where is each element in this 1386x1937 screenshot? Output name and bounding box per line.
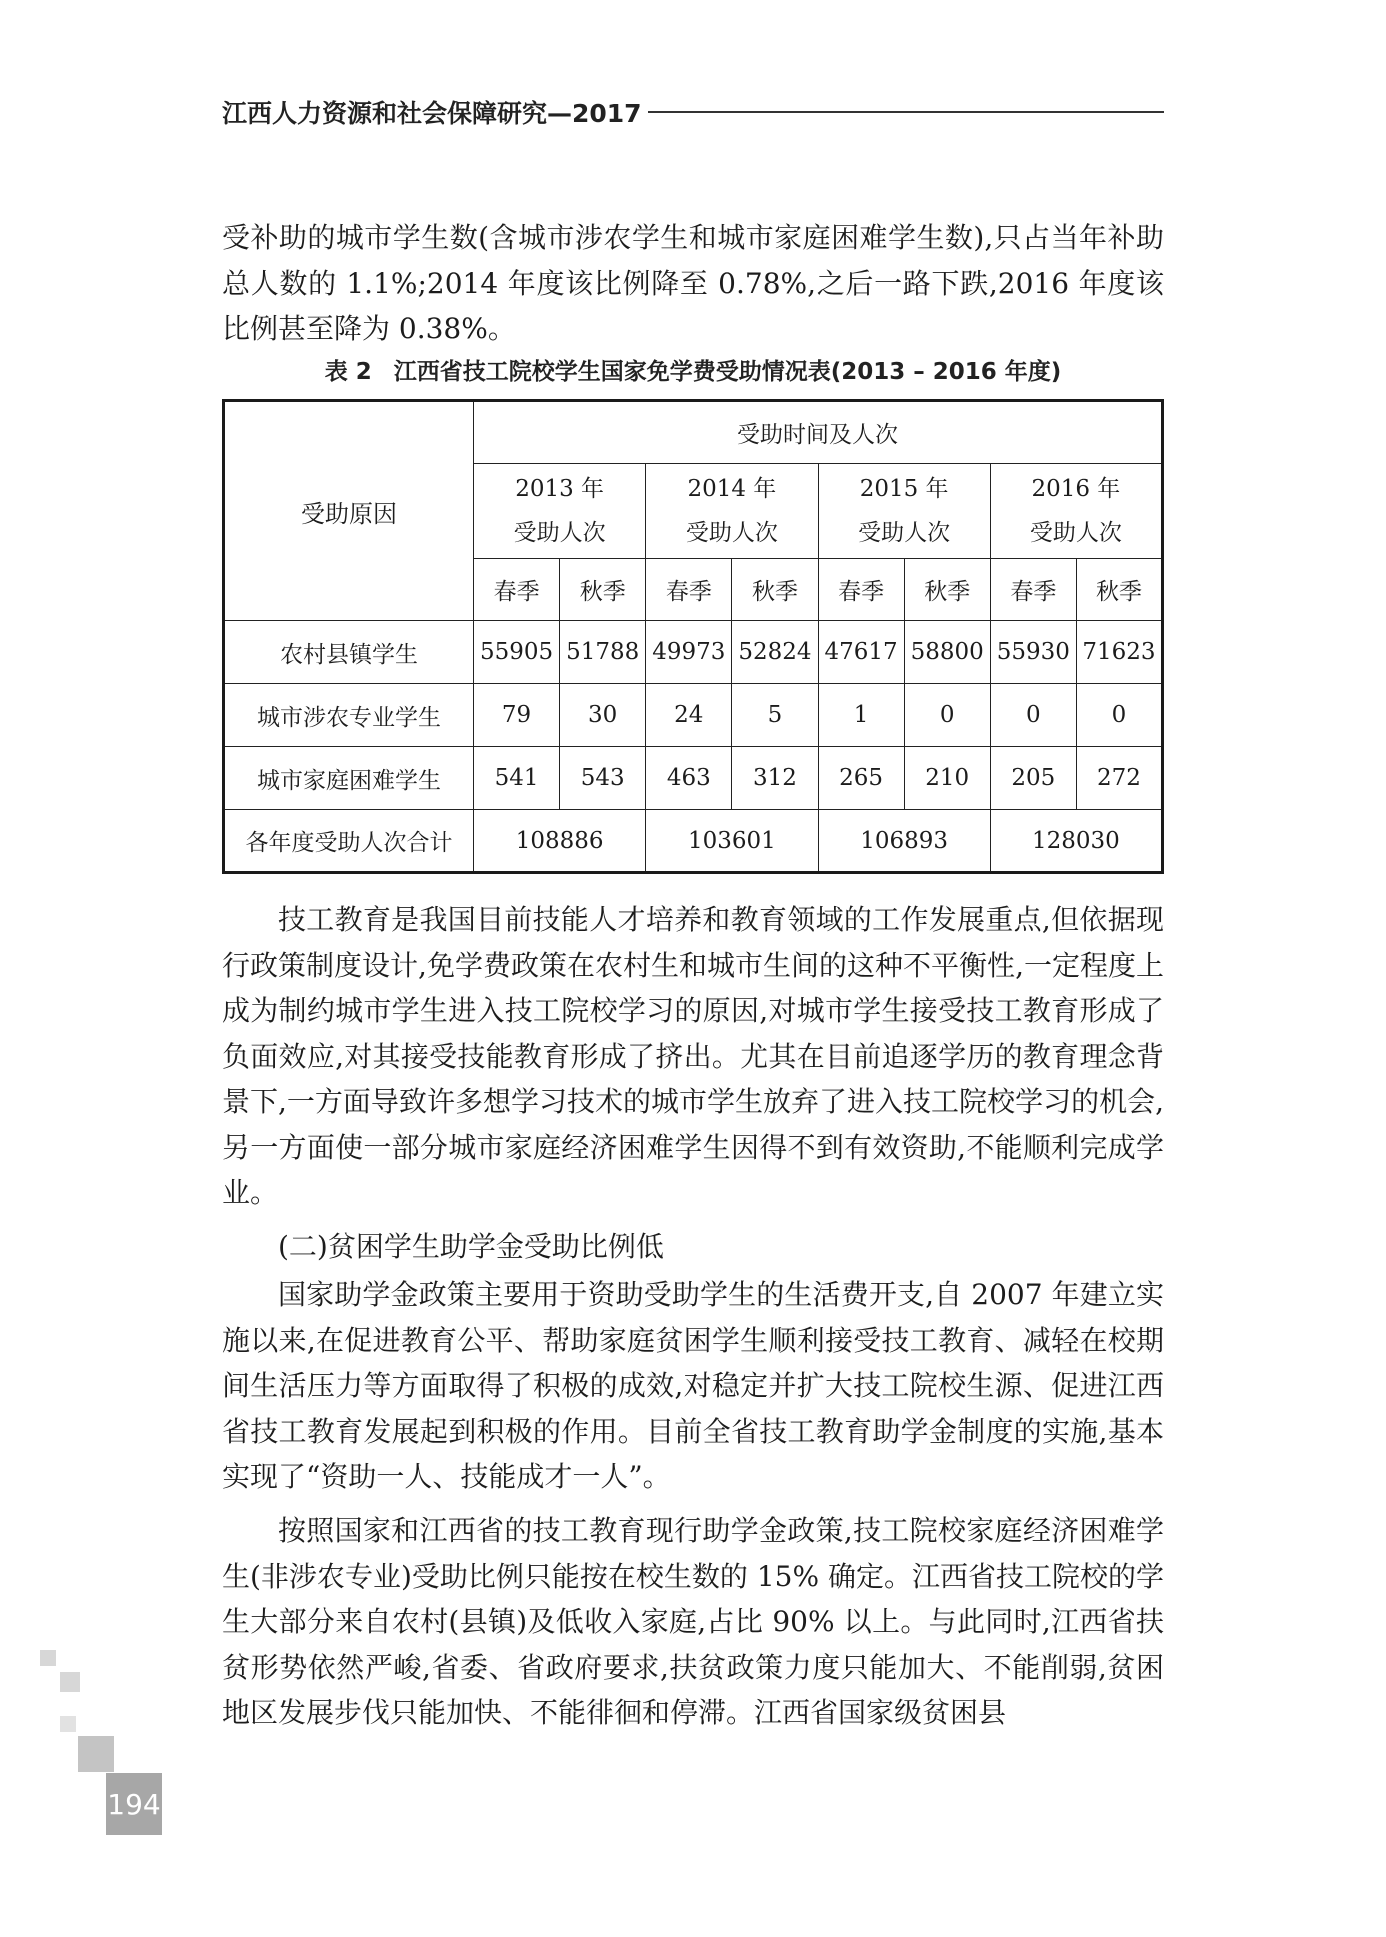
table-cell: 55930 bbox=[990, 621, 1076, 684]
decorative-square bbox=[40, 1650, 56, 1666]
section-heading: (二)贫困学生助学金受助比例低 bbox=[278, 1230, 664, 1263]
row-label: 城市涉农专业学生 bbox=[224, 684, 474, 747]
header-season: 春季 bbox=[474, 559, 560, 621]
paragraph-2: 技工教育是我国目前技能人才培养和教育领域的工作发展重点,但依据现行政策制度设计,免学费政策在农村生和城市生间的这种不平衡性,一定程度上成为制约城市学生进入技工院校学习的原因,对城市学生接受技工教育形成了负面效应,对其接受技能教育形成了挤出。尤其在目前追逐学历的教育理念背景下,一方面导致许多想学习技术的城市学生放弃了进入技工院校学习的机会,另一方面使一部分城市家庭经济困难学生因得不到有效资助,不能顺利完成学业。 bbox=[222, 903, 1164, 1209]
paragraph-1: 受补助的城市学生数(含城市涉农学生和城市家庭困难学生数),只占当年补助总人数的 1.1%;2014 年度该比例降至 0.78%,之后一路下跌,2016 年度该比例甚至降为 0.38%。 bbox=[222, 221, 1164, 345]
header-season: 春季 bbox=[646, 559, 732, 621]
table-row bbox=[224, 401, 1163, 464]
header-season: 秋季 bbox=[1076, 559, 1162, 621]
header-year bbox=[818, 464, 990, 559]
total-cell: 108886 bbox=[474, 810, 646, 873]
table-cell: 541 bbox=[474, 747, 560, 810]
paragraph-3: 国家助学金政策主要用于资助受助学生的生活费开支,自 2007 年建立实施以来,在促进教育公平、帮助家庭贫困学生顺利接受技工教育、减轻在校期间生活压力等方面取得了积极的成效,对稳定并扩大技工院校生源、促进江西省技工教育发展起到积极的作用。目前全省技工教育助学金制度的实施,基本实现了“资助一人、技能成才一人”。 bbox=[222, 1278, 1164, 1493]
table-row bbox=[224, 684, 1163, 747]
header-season: 秋季 bbox=[904, 559, 990, 621]
table-row bbox=[224, 621, 1163, 684]
table-cell: 210 bbox=[904, 747, 990, 810]
table-cell: 0 bbox=[904, 684, 990, 747]
header-season: 秋季 bbox=[732, 559, 818, 621]
page-number: 194 bbox=[106, 1773, 162, 1835]
table-cell: 51788 bbox=[560, 621, 646, 684]
header-year-label: 2013 年 bbox=[515, 476, 605, 502]
row-label: 城市家庭困难学生 bbox=[224, 747, 474, 810]
table-row bbox=[224, 810, 1163, 873]
table-caption bbox=[222, 352, 1164, 392]
total-cell: 128030 bbox=[990, 810, 1162, 873]
table-cell: 47617 bbox=[818, 621, 904, 684]
table-cell: 0 bbox=[1076, 684, 1162, 747]
table-cell: 49973 bbox=[646, 621, 732, 684]
running-header bbox=[222, 92, 1164, 132]
header-reason: 受助原因 bbox=[224, 401, 474, 621]
header-year-label: 2016 年 bbox=[1031, 476, 1121, 502]
header-year bbox=[646, 464, 818, 559]
table-cell: 58800 bbox=[904, 621, 990, 684]
header-year-sub: 受助人次 bbox=[858, 520, 951, 546]
header-season: 秋季 bbox=[560, 559, 646, 621]
table-cell: 55905 bbox=[474, 621, 560, 684]
total-cell: 103601 bbox=[646, 810, 818, 873]
decorative-square bbox=[78, 1736, 114, 1772]
subsidy-table bbox=[222, 399, 1164, 874]
table-cell: 272 bbox=[1076, 747, 1162, 810]
row-label: 农村县镇学生 bbox=[224, 621, 474, 684]
decorative-square bbox=[60, 1716, 76, 1732]
table-cell: 312 bbox=[732, 747, 818, 810]
header-year-sub: 受助人次 bbox=[513, 520, 606, 546]
table-cell: 0 bbox=[990, 684, 1076, 747]
table-cell: 265 bbox=[818, 747, 904, 810]
header-rule bbox=[648, 111, 1164, 113]
table-number: 表 2 bbox=[324, 359, 372, 385]
header-year-label: 2015 年 bbox=[859, 476, 949, 502]
header-season: 春季 bbox=[990, 559, 1076, 621]
header-year-sub: 受助人次 bbox=[685, 520, 778, 546]
table-cell: 205 bbox=[990, 747, 1076, 810]
table-cell: 543 bbox=[560, 747, 646, 810]
table-row bbox=[224, 747, 1163, 810]
table-cell: 79 bbox=[474, 684, 560, 747]
table-cell: 30 bbox=[560, 684, 646, 747]
table-cell: 5 bbox=[732, 684, 818, 747]
header-year-label: 2014 年 bbox=[687, 476, 777, 502]
header-year bbox=[474, 464, 646, 559]
table-cell: 24 bbox=[646, 684, 732, 747]
header-season: 春季 bbox=[818, 559, 904, 621]
table-cell: 71623 bbox=[1076, 621, 1162, 684]
paragraph-4: 按照国家和江西省的技工教育现行助学金政策,技工院校家庭经济困难学生(非涉农专业)受助比例只能按在校生数的 15% 确定。江西省技工院校的学生大部分来自农村(县镇)及低收入家庭,占比 90% 以上。与此同时,江西省扶贫形势依然严峻,省委、省政府要求,扶贫政策力度只能加大、不能削弱,贫困地区发展步伐只能加快、不能徘徊和停滞。江西省国家级贫困县 bbox=[222, 1514, 1164, 1729]
total-cell: 106893 bbox=[818, 810, 990, 873]
header-group: 受助时间及人次 bbox=[474, 401, 1163, 464]
table-title: 江西省技工院校学生国家免学费受助情况表(2013 – 2016 年度) bbox=[393, 359, 1062, 385]
table-cell: 1 bbox=[818, 684, 904, 747]
decorative-square bbox=[60, 1672, 80, 1692]
total-label: 各年度受助人次合计 bbox=[224, 810, 474, 873]
header-year bbox=[990, 464, 1162, 559]
table-cell: 463 bbox=[646, 747, 732, 810]
header-year-sub: 受助人次 bbox=[1029, 520, 1122, 546]
journal-title: 江西人力资源和社会保障研究—2017 bbox=[222, 99, 642, 128]
table-cell: 52824 bbox=[732, 621, 818, 684]
